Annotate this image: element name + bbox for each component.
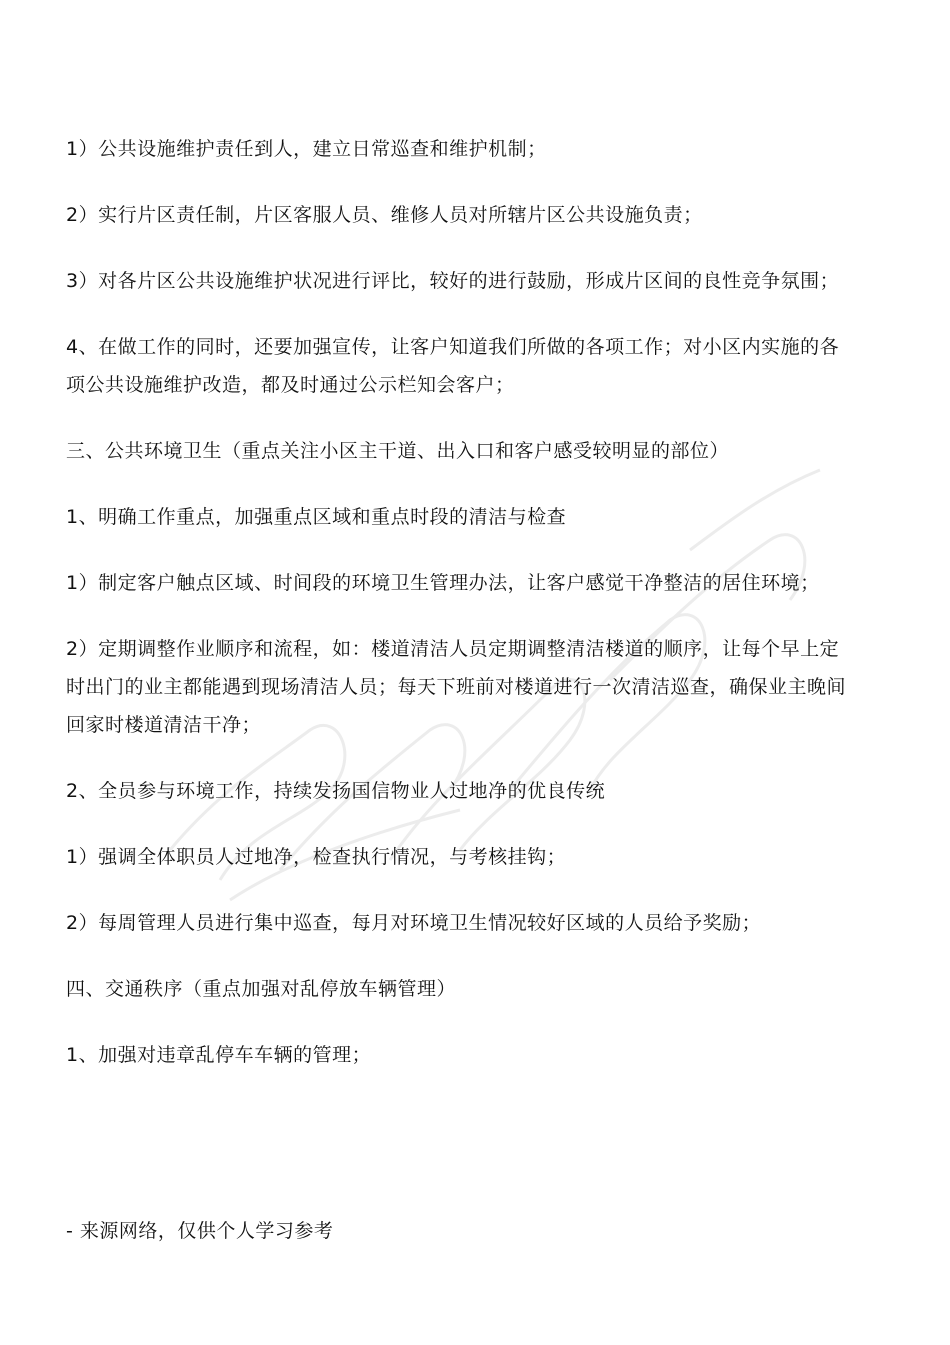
footer-note: - 来源网络，仅供个人学习参考: [66, 1220, 334, 1242]
paragraph-2: 2）实行片区责任制，片区客服人员、维修人员对所辖片区公共设施负责；: [66, 204, 703, 226]
paragraph-11: 2）每周管理人员进行集中巡查，每月对环境卫生情况较好区域的人员给予奖励；: [66, 912, 762, 934]
paragraph-9: 2、全员参与环境工作，持续发扬国信物业人过地净的优良传统: [66, 780, 606, 802]
paragraph-7: 1）制定客户触点区域、时间段的环境卫生管理办法，让客户感觉干净整洁的居住环境；: [66, 572, 820, 594]
section-heading-public-environment: 三、公共环境卫生（重点关注小区主干道、出入口和客户感受较明显的部位）: [66, 440, 730, 462]
document-body: [66, 130, 846, 1074]
paragraph-4: 4、在做工作的同时，还要加强宣传，让客户知道我们所做的各项工作；对小区内实施的各项公共设施维护改造，都及时通过公示栏知会客户；: [66, 336, 840, 396]
section-heading-traffic-order: 四、交通秩序（重点加强对乱停放车辆管理）: [66, 978, 457, 1000]
paragraph-3: 3）对各片区公共设施维护状况进行评比，较好的进行鼓励，形成片区间的良性竞争氛围；: [66, 270, 840, 292]
paragraph-10: 1）强调全体职员人过地净，检查执行情况，与考核挂钩；: [66, 846, 567, 868]
paragraph-1: 1）公共设施维护责任到人，建立日常巡查和维护机制；: [66, 138, 547, 160]
paragraph-6: 1、明确工作重点，加强重点区域和重点时段的清洁与检查: [66, 506, 567, 528]
paragraph-13: 1、加强对违章乱停车车辆的管理；: [66, 1044, 372, 1066]
paragraph-8: 2）定期调整作业顺序和流程，如：楼道清洁人员定期调整清洁楼道的顺序，让每个早上定时出门的业主都能遇到现场清洁人员；每天下班前对楼道进行一次清洁巡查，确保业主晚间回家时楼道清洁干净；: [66, 638, 847, 736]
